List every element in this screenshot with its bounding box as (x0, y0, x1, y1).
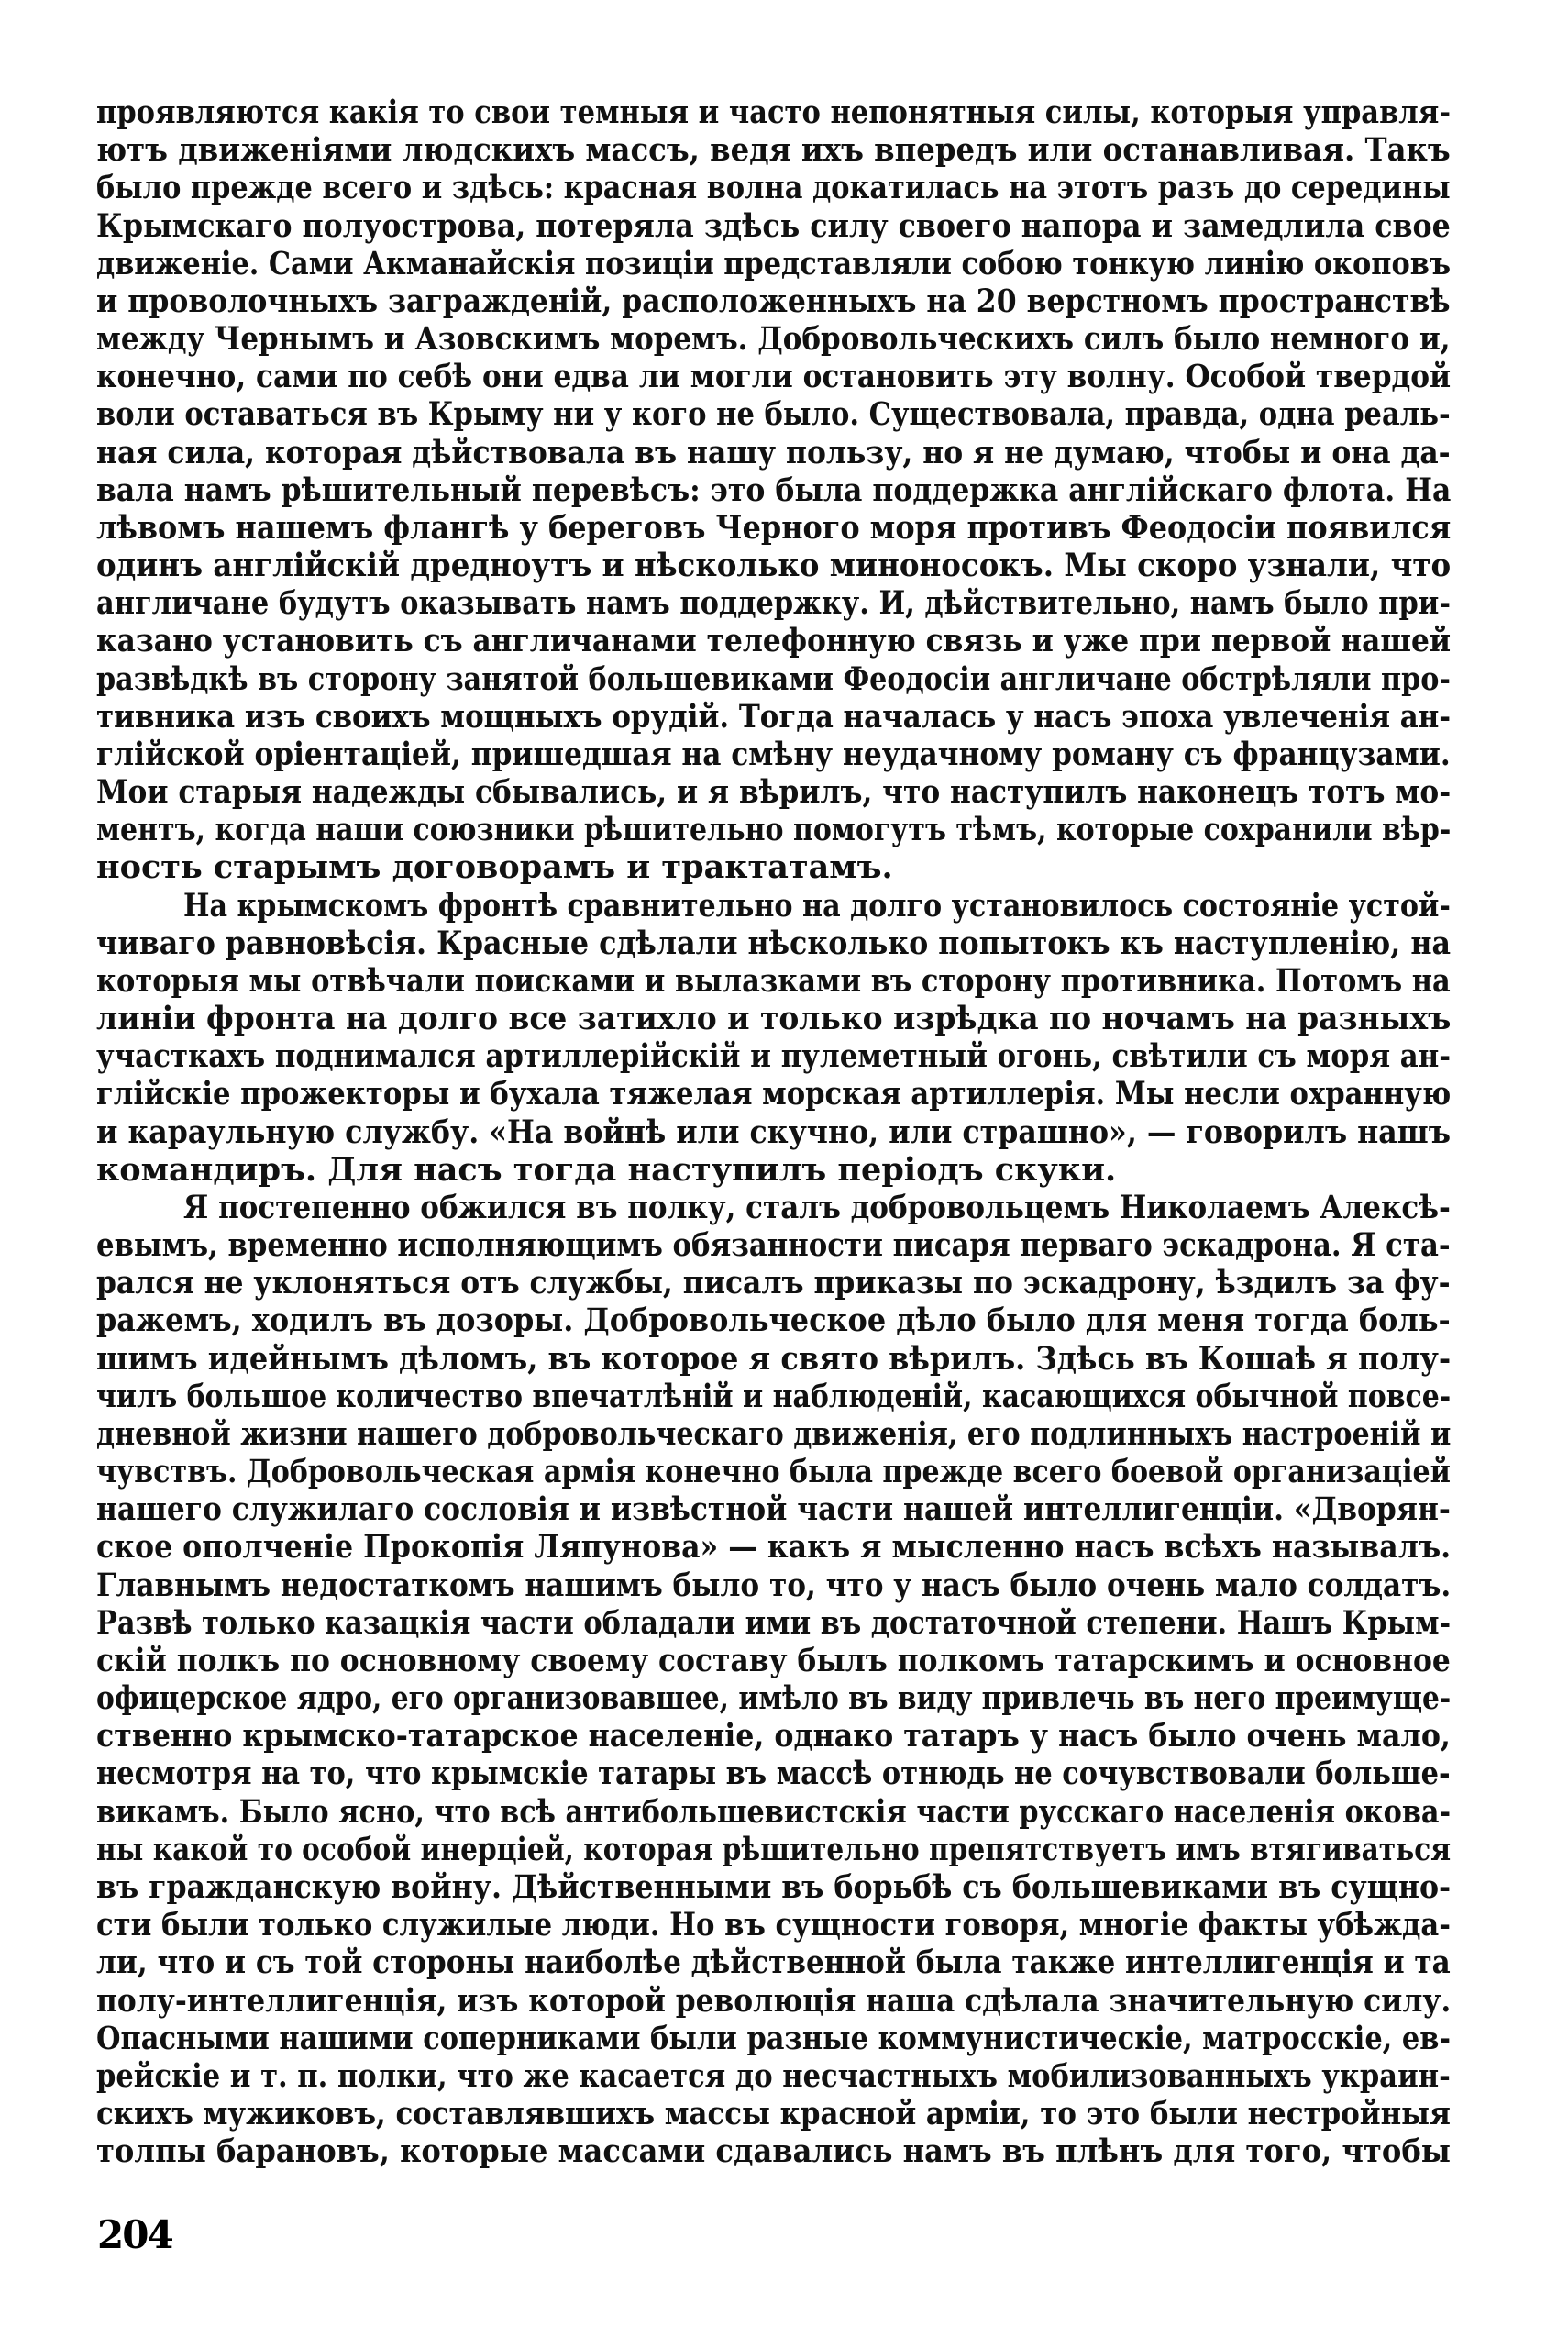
text-line: участкахъ поднимался артиллерійскій и пулеметный огонь, свѣтили съ моря ан- (96, 1037, 1452, 1076)
text-line: движеніе. Сами Акманайскія позиціи представляли собою тонкую линію окоповъ (96, 244, 1452, 282)
text-line: шимъ идейнымъ дѣломъ, въ которое я свято вѣрилъ. Здѣсь въ Кошаѣ я полу- (96, 1339, 1452, 1378)
text-line: глійскіе прожекторы и бухала тяжелая морская артиллерія. Мы несли охранную (96, 1075, 1452, 1113)
text-line: одинъ англійскій дредноутъ и нѣсколько миноносокъ. Мы скоро узнали, что (96, 547, 1452, 585)
text-line: Мои старыя надежды сбывались, и я вѣрилъ, что наступилъ наконецъ тотъ мо- (96, 773, 1452, 812)
text-line: рейскіе и т. п. полки, что же касается до несчастныхъ мобилизованныхъ украин- (96, 2056, 1451, 2095)
text-line: воли оставаться въ Крыму ни у кого не было. Существовала, правда, одна реаль- (96, 395, 1451, 434)
text-line: Развѣ только казацкія части обладали ими въ достаточной степени. Нашъ Крым- (96, 1603, 1452, 1642)
text-line: ское ополченіе Прокопія Ляпунова» — какъ я мысленно насъ всѣхъ называлъ. (96, 1528, 1452, 1567)
text-line: рался не уклоняться отъ службы, писалъ приказы по эскадрону, ѣздилъ за фу- (96, 1264, 1451, 1302)
text-line: проявляются какія то свои темныя и часто непонятныя силы, которыя управля- (96, 94, 1452, 131)
text-line: На крымскомъ фронтѣ сравнительно на долго установилось состояніе устой- (183, 886, 1451, 925)
text-line: командиръ. Для насъ тогда наступилъ періодъ скуки. (96, 1150, 1117, 1189)
text-line: скихъ мужиковъ, составлявшихъ массы красной арміи, то это были нестройныя (96, 2095, 1451, 2132)
text-line: развѣдкѣ въ сторону занятой большевиками Феодосіи англичане обстрѣляли про- (96, 659, 1451, 698)
text-line: ность старымъ договорамъ и трактатамъ. (96, 848, 893, 887)
text-line: между Чернымъ и Азовскимъ моремъ. Добровольческихъ силъ было немного и, (96, 320, 1451, 359)
text-line: ственно крымско-татарское населеніе, однако татаръ у насъ было очень мало, (96, 1717, 1451, 1755)
text-line: викамъ. Было ясно, что всѣ антибольшевистскія части русскаго населенія окова- (96, 1792, 1452, 1831)
text-line: евымъ, временно исполняющимъ обязанности писаря перваго эскадрона. Я ста- (96, 1226, 1451, 1265)
text-line: скій полкъ по основному своему составу былъ полкомъ татарскимъ и основное (96, 1641, 1451, 1679)
text-line: которыя мы отвѣчали поисками и вылазками въ сторону противника. Потомъ на (96, 961, 1451, 1000)
text-line: офицерское ядро, его организовавшее, имѣло въ виду привлечь въ него преимуще- (96, 1679, 1452, 1718)
text-line: сти были только служилые люди. Но въ сущности говоря, многіе факты убѣжда- (96, 1906, 1451, 1944)
text-line: англичане будутъ оказывать намъ поддержку. И, дѣйствительно, намъ было при- (96, 584, 1451, 623)
text-line: глійской оріентаціей, пришедшая на смѣну неудачному роману съ французами. (96, 735, 1451, 773)
text-line: чиваго равновѣсія. Красные сдѣлали нѣсколько попытокъ къ наступленію, на (96, 924, 1452, 962)
text-line: нашего служилаго сословія и извѣстной части нашей интеллигенціи. «Дворян- (96, 1490, 1451, 1529)
text-line: линіи фронта на долго все затихло и только изрѣдка по ночамъ на разныхъ (96, 1000, 1452, 1038)
text-line: и проволочныхъ загражденій, расположенныхъ на 20 верстномъ пространствѣ (96, 282, 1451, 320)
text-line: ментъ, когда наши союзники рѣшительно помогутъ тѣмъ, которые сохранили вѣр- (96, 811, 1452, 849)
text-line: конечно, сами по себѣ они едва ли могли остановить эту волну. Особой твердой (96, 358, 1452, 396)
text-line: полу-интеллигенція, изъ которой революція наша сдѣлала значительную силу. (96, 1981, 1452, 2020)
text-line: толпы барановъ, которые массами сдавались намъ въ плѣнъ для того, чтобы (96, 2132, 1452, 2171)
text-line: казано установить съ англичанами телефонную связь и уже при первой нашей (96, 622, 1452, 660)
text-line: несмотря на то, что крымскіе татары въ массѣ отнюдь не сочувствовали больше- (96, 1755, 1451, 1793)
text-line: ражемъ, ходилъ въ дозоры. Добровольческое дѣло было для меня тогда боль- (96, 1301, 1451, 1340)
text-line: въ гражданскую войну. Дѣйственными въ борьбѣ съ большевиками въ сущно- (96, 1867, 1452, 1906)
text-line: лѣвомъ нашемъ флангѣ у береговъ Черного моря противъ Феодосіи появился (96, 508, 1452, 547)
text-line: Опасными нашими соперниками были разные коммунистическіе, матросскіе, ев- (96, 2019, 1451, 2057)
page-number: 204 (97, 2212, 172, 2257)
text-line: Крымскаго полуострова, потеряла здѣсь силу своего напора и замедлила свое (96, 206, 1451, 245)
text-line: ютъ движеніями людскихъ массъ, ведя ихъ впередъ или останавливая. Такъ (96, 131, 1451, 170)
text-line: дневной жизни нашего добровольческаго движенія, его подлинныхъ настроеній и (96, 1414, 1452, 1453)
text-line: чилъ большое количество впечатлѣній и наблюденій, касающихся обычной повсе- (96, 1377, 1452, 1415)
text-line: было прежде всего и здѣсь: красная волна докатилась на этотъ разъ до середины (96, 169, 1451, 207)
text-line: тивника изъ своихъ мощныхъ орудій. Тогда началась у насъ эпоха увлеченія ан- (96, 697, 1452, 736)
text-line: Я постепенно обжился въ полку, сталъ добровольцемъ Николаемъ Алексѣ- (183, 1188, 1451, 1226)
text-line: ны какой то особой инерціей, которая рѣшительно препятствуетъ имъ втягиваться (96, 1830, 1452, 1868)
text-line: ная сила, которая дѣйствовала въ нашу пользу, но я не думаю, чтобы и она да- (96, 433, 1451, 471)
text-line: чувствъ. Добровольческая армія конечно была прежде всего боевой организаціей (96, 1453, 1451, 1491)
text-line: вала намъ рѣшительный перевѣсъ: это была поддержка англійскаго флота. На (96, 471, 1452, 509)
text-line: и караульную службу. «На войнѣ или скучно, или страшно», — говорилъ нашъ (96, 1113, 1451, 1151)
body-text (96, 0, 1451, 2201)
text-line: Главнымъ недостаткомъ нашимъ было то, что у насъ было очень мало солдатъ. (96, 1566, 1452, 1604)
text-line: ли, что и съ той стороны наиболѣе дѣйственной была также интеллигенція и та (96, 1944, 1451, 1982)
